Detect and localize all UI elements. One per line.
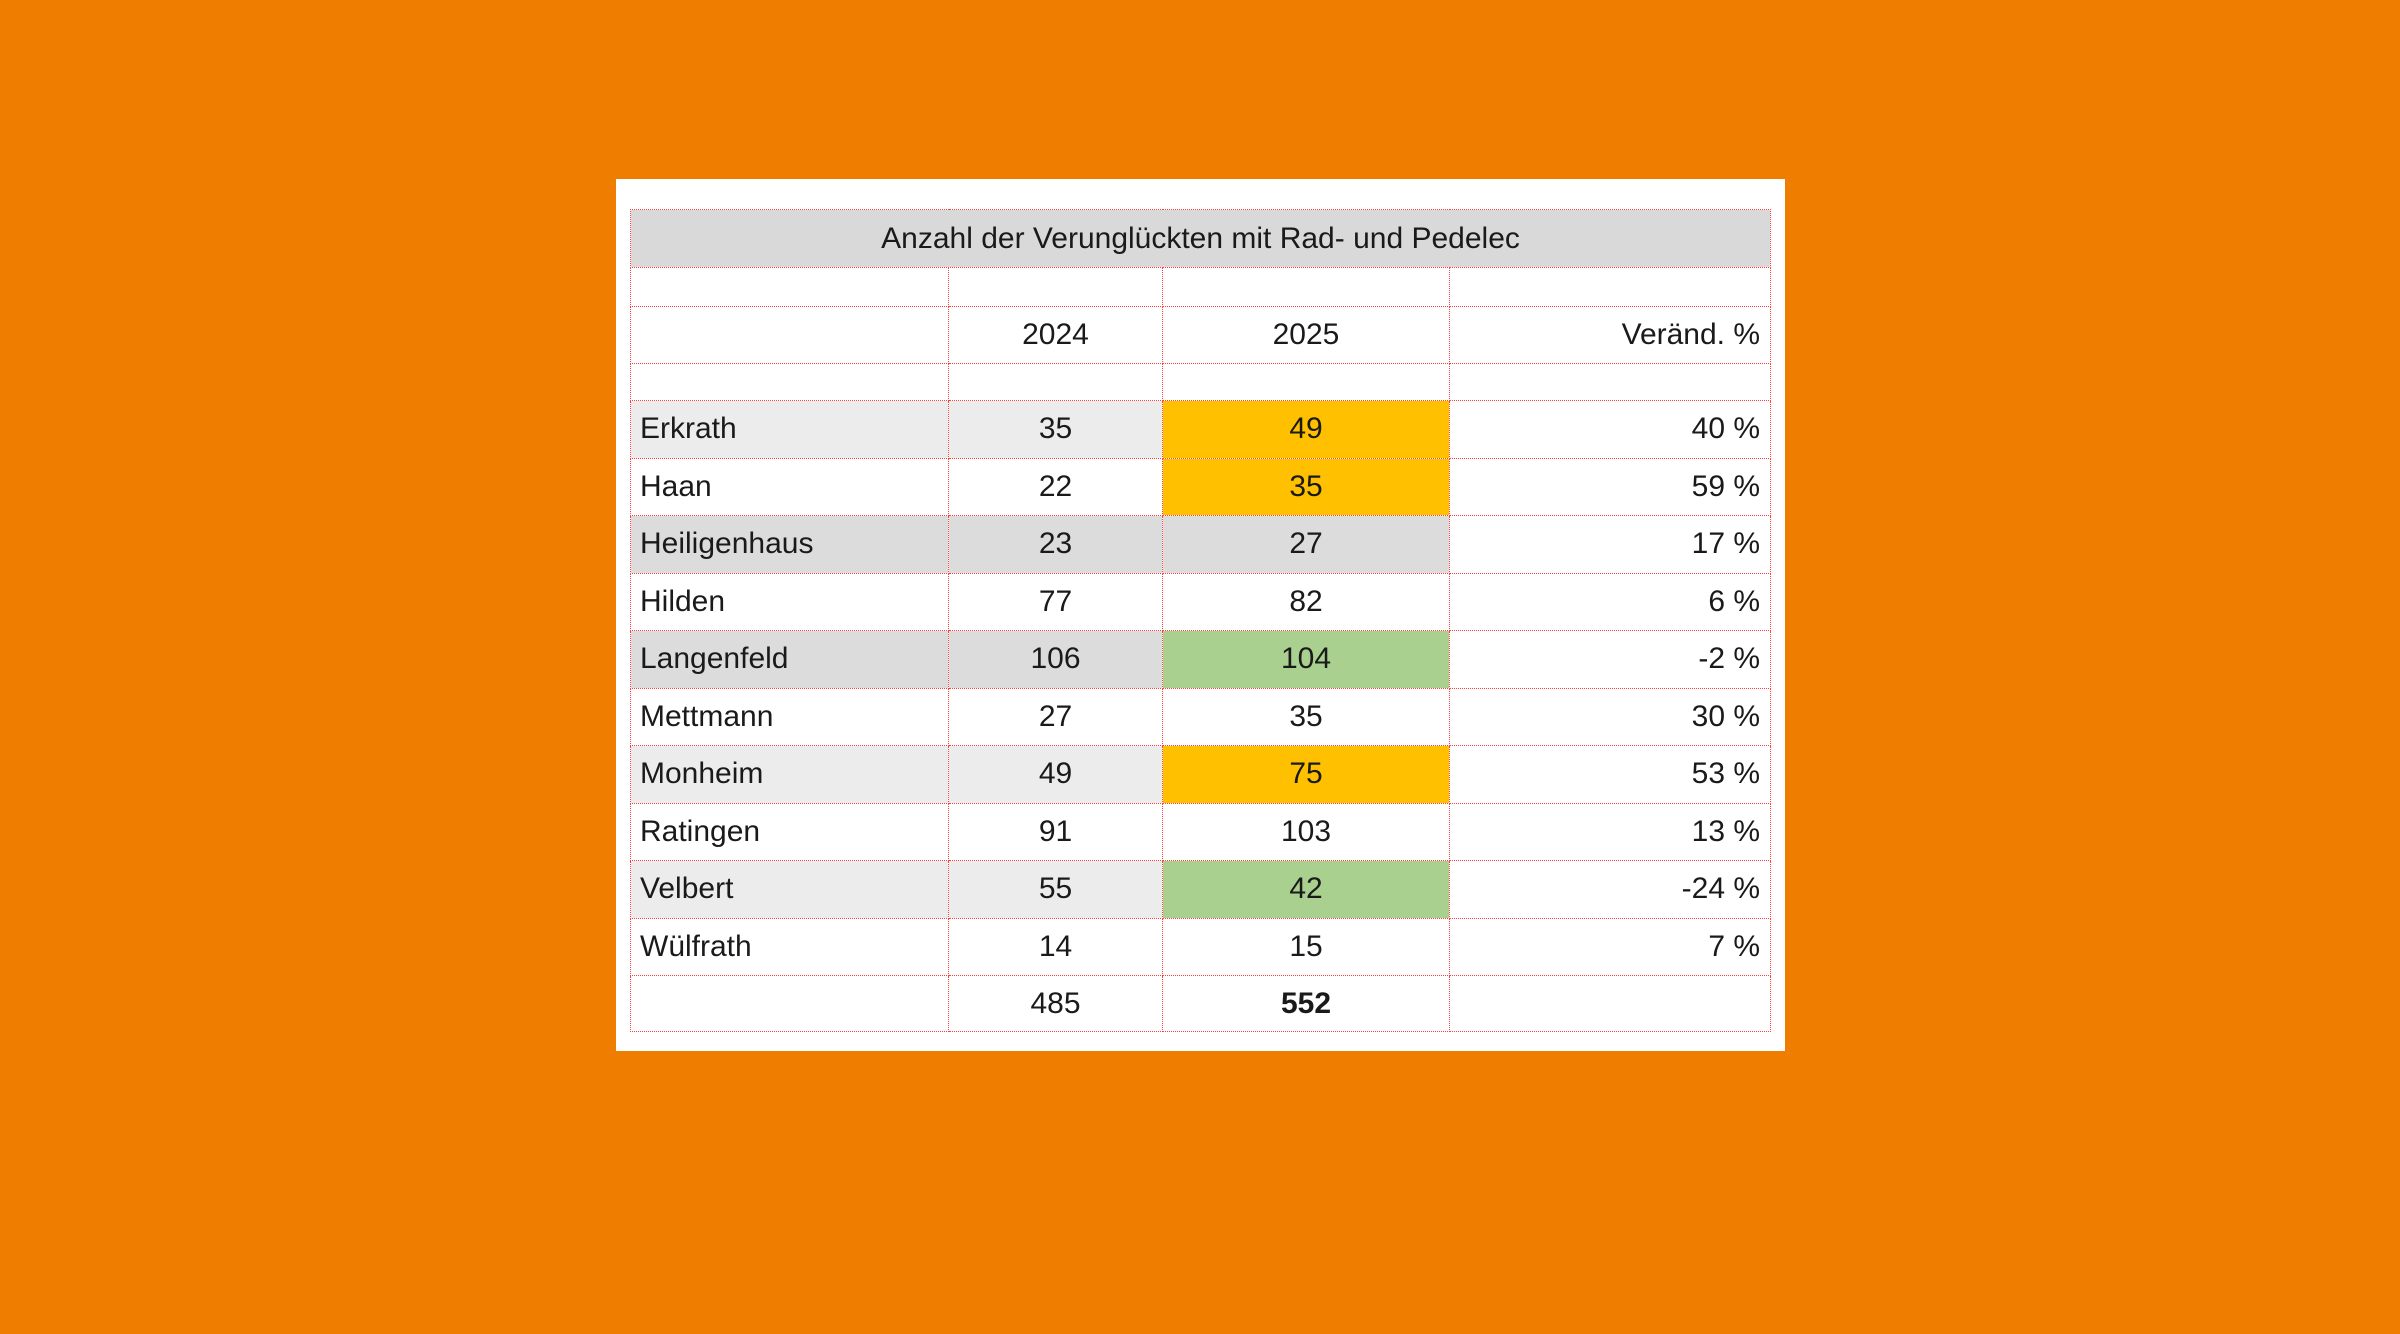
value-2024-cell: 91: [949, 803, 1163, 861]
spacer-cell: [631, 268, 949, 307]
table-title: Anzahl der Verunglückten mit Rad- und Pedelec: [631, 210, 1771, 268]
total-change-cell: [1450, 976, 1771, 1032]
total-2025-cell: 552: [1163, 976, 1450, 1032]
table-total-section: [631, 976, 1771, 1032]
value-2024-cell: 22: [949, 458, 1163, 516]
total-2024-cell: 485: [949, 976, 1163, 1032]
table-row: [631, 918, 1771, 976]
value-2024-cell: 77: [949, 573, 1163, 631]
city-name-cell: Haan: [631, 458, 949, 516]
spacer-row: [631, 268, 1771, 307]
header-city: [631, 307, 949, 364]
total-label-cell: [631, 976, 949, 1032]
value-2025-cell: 104: [1163, 631, 1450, 689]
change-percent-cell: 13 %: [1450, 803, 1771, 861]
change-percent-cell: 6 %: [1450, 573, 1771, 631]
city-name-cell: Heiligenhaus: [631, 516, 949, 574]
city-name-cell: Langenfeld: [631, 631, 949, 689]
accident-statistics-table: [630, 209, 1771, 1032]
table-row: [631, 861, 1771, 919]
total-row: [631, 976, 1771, 1032]
spacer-row: [631, 364, 1771, 401]
city-name-cell: Erkrath: [631, 401, 949, 459]
change-percent-cell: -2 %: [1450, 631, 1771, 689]
table-row: [631, 458, 1771, 516]
city-name-cell: Ratingen: [631, 803, 949, 861]
table-row: [631, 516, 1771, 574]
value-2025-cell: 75: [1163, 746, 1450, 804]
value-2024-cell: 55: [949, 861, 1163, 919]
spacer-cell: [1450, 364, 1771, 401]
value-2024-cell: 106: [949, 631, 1163, 689]
value-2024-cell: 23: [949, 516, 1163, 574]
table-row: [631, 746, 1771, 804]
table-row: [631, 631, 1771, 689]
value-2025-cell: 27: [1163, 516, 1450, 574]
table-row: [631, 401, 1771, 459]
value-2024-cell: 27: [949, 688, 1163, 746]
city-name-cell: Monheim: [631, 746, 949, 804]
spacer-cell: [1450, 268, 1771, 307]
spacer-cell: [1163, 268, 1450, 307]
spacer-cell: [949, 364, 1163, 401]
city-name-cell: Wülfrath: [631, 918, 949, 976]
value-2025-cell: 35: [1163, 458, 1450, 516]
change-percent-cell: 7 %: [1450, 918, 1771, 976]
city-name-cell: Velbert: [631, 861, 949, 919]
change-percent-cell: -24 %: [1450, 861, 1771, 919]
table-head-section: [631, 210, 1771, 401]
value-2025-cell: 82: [1163, 573, 1450, 631]
value-2024-cell: 14: [949, 918, 1163, 976]
value-2025-cell: 35: [1163, 688, 1450, 746]
table-data-section: [631, 401, 1771, 976]
value-2025-cell: 42: [1163, 861, 1450, 919]
change-percent-cell: 53 %: [1450, 746, 1771, 804]
table-row: [631, 573, 1771, 631]
title-row: [631, 210, 1771, 268]
header-year-2025: 2025: [1163, 307, 1450, 364]
value-2024-cell: 49: [949, 746, 1163, 804]
value-2024-cell: 35: [949, 401, 1163, 459]
value-2025-cell: 49: [1163, 401, 1450, 459]
header-year-2024: 2024: [949, 307, 1163, 364]
table-row: [631, 803, 1771, 861]
city-name-cell: Mettmann: [631, 688, 949, 746]
change-percent-cell: 40 %: [1450, 401, 1771, 459]
value-2025-cell: 15: [1163, 918, 1450, 976]
city-name-cell: Hilden: [631, 573, 949, 631]
change-percent-cell: 17 %: [1450, 516, 1771, 574]
change-percent-cell: 30 %: [1450, 688, 1771, 746]
header-row: [631, 307, 1771, 364]
header-change-percent: Veränd. %: [1450, 307, 1771, 364]
spacer-cell: [949, 268, 1163, 307]
value-2025-cell: 103: [1163, 803, 1450, 861]
table-panel: [616, 179, 1785, 1051]
spacer-cell: [1163, 364, 1450, 401]
spacer-cell: [631, 364, 949, 401]
table-row: [631, 688, 1771, 746]
change-percent-cell: 59 %: [1450, 458, 1771, 516]
